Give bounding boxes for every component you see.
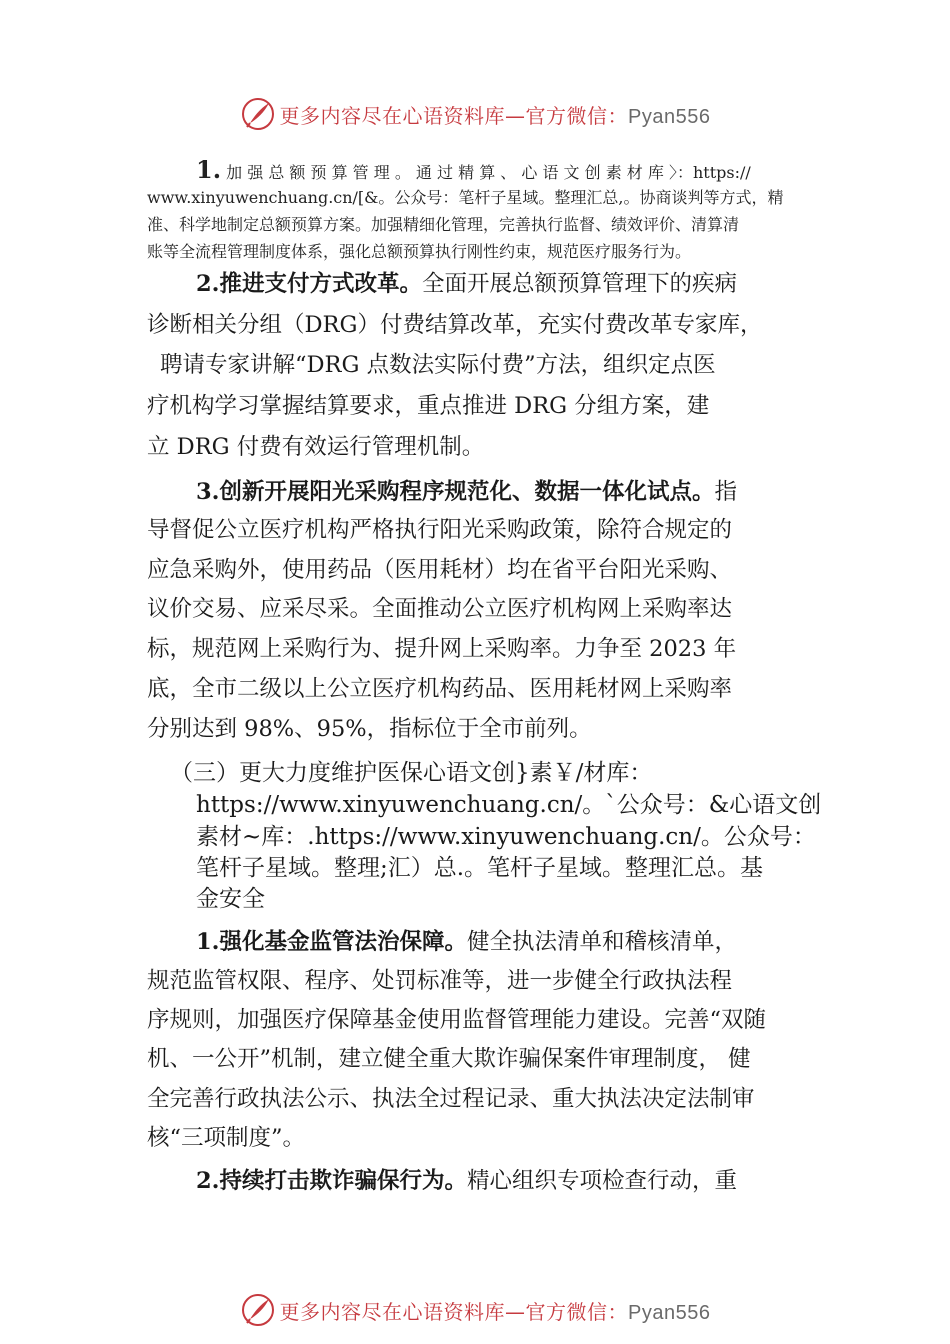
- section-3-item-1-line-2: 规范监管权限、程序、处罚标准等，进一步健全行政执法程: [147, 968, 733, 994]
- item-1-line-3: 准、科学地制定总额预算方案。加强精细化管理，完善执行监督、绩效评价、清算清: [147, 215, 740, 234]
- item-1-line-1-text: 加 强 总 额 预 算 管 理 。 通 过 精 算 、 心 语 文 创 素 材 库 〉：https://: [226, 163, 751, 182]
- item-2-line-5: 立 DRG 付费有效运行管理机制。: [147, 434, 485, 460]
- footer-watermark: [0, 1288, 950, 1332]
- item-1-line-4: 账等全流程管理制度体系，强化总额预算执行刚性约束，规范医疗服务行为。: [147, 242, 692, 261]
- item-3-heading: 3.创新开展阳光采购程序规范化、数据一体化试点。: [196, 479, 715, 505]
- watermark-text: [280, 1296, 711, 1325]
- item-2-line-3: 聘请专家讲解“DRG 点数法实际付费”方法，组织定点医: [160, 352, 716, 378]
- watermark-dash: —: [505, 1299, 526, 1324]
- section-3-item-1-heading: 1.强化基金监管法治保障。: [196, 929, 467, 955]
- section-3-item-1-line-4: 机、一公开”机制，建立健全重大欺诈骗保案件审理制度， 健: [147, 1046, 751, 1072]
- watermark-subtitle: 官方微信：: [525, 1299, 629, 1324]
- section-3-item-1-line-1-text: 健全执法清单和稽核清单，: [467, 929, 738, 955]
- feather-pen-logo-icon: [240, 1292, 276, 1328]
- section-3-item-2-line-1: [196, 1170, 737, 1193]
- watermark-text: [280, 100, 711, 129]
- item-3-line-4: 议价交易、应采尽采。全面推动公立医疗机构网上采购率达: [147, 596, 733, 622]
- watermark-handle: Pyan556: [628, 1301, 711, 1324]
- feather-pen-logo-icon: [240, 96, 276, 132]
- item-2-line-4: 疗机构学习掌握结算要求，重点推进 DRG 分组方案，建: [147, 393, 710, 419]
- item-2-line-2: 诊断相关分组（DRG）付费结算改革，充实付费改革专家库，: [147, 312, 763, 338]
- item-2-line-1-text: 全面开展总额预算管理下的疾病: [422, 271, 738, 297]
- section-3-line-5: 金安全: [196, 886, 265, 912]
- item-3-line-7: 分别达到 98%、95%，指标位于全市前列。: [147, 716, 592, 742]
- header-watermark: [0, 92, 950, 136]
- section-3-item-1-line-6: 核“三项制度”。: [147, 1125, 306, 1151]
- item-1-line-1: [196, 155, 751, 184]
- watermark-title: 更多内容尽在心语资料库: [279, 1299, 506, 1324]
- section-3-item-1-line-1: [196, 931, 737, 954]
- item-3-line-1-text: 指: [714, 479, 738, 505]
- section-3-item-1-line-5: 全完善行政执法公示、执法全过程记录、重大执法决定法制审: [147, 1086, 755, 1112]
- section-3-line-1: （三）更大力度维护医保心语文创}素￥/材库：: [170, 760, 653, 786]
- item-3-line-3: 应急采购外，使用药品（医用耗材）均在省平台阳光采购、: [147, 557, 733, 583]
- item-2-line-1: [196, 273, 737, 296]
- item-3-line-5: 标，规范网上采购行为、提升网上采购率。力争至 2023 年: [147, 636, 737, 662]
- section-3-line-2: https://www.xinyuwenchuang.cn/。`公众号：&心语文创: [196, 792, 822, 818]
- item-3-line-2: 导督促公立医疗机构严格执行阳光采购政策，除符合规定的: [147, 517, 733, 543]
- watermark-title: 更多内容尽在心语资料库: [279, 103, 506, 128]
- section-3-item-2-heading: 2.持续打击欺诈骗保行为。: [196, 1168, 467, 1194]
- watermark-subtitle: 官方微信：: [525, 103, 629, 128]
- watermark-handle: Pyan556: [628, 105, 711, 128]
- item-1-number: 1.: [196, 155, 222, 184]
- watermark-dash: —: [505, 103, 526, 128]
- section-3-item-1-line-3: 序规则，加强医疗保障基金使用监督管理能力建设。完善“双随: [147, 1007, 767, 1033]
- item-3-line-6: 底，全市二级以上公立医疗机构药品、医用耗材网上采购率: [147, 676, 733, 702]
- item-1-line-2: www.xinyuwenchuang.cn/[&。公众号：笔杆子星域。整理汇总,。协商谈判等方式，精: [147, 188, 784, 207]
- section-3-line-4: 笔杆子星域。整理;汇）总.。笔杆子星域。整理汇总。基: [196, 855, 764, 881]
- section-3-item-2-line-1-text: 精心组织专项检查行动，重: [467, 1168, 738, 1194]
- item-3-line-1: [196, 481, 737, 504]
- item-2-heading: 2.推进支付方式改革。: [196, 271, 422, 297]
- section-3-line-3: 素材~库：.https://www.xinyuwenchuang.cn/。公众号：: [196, 824, 816, 850]
